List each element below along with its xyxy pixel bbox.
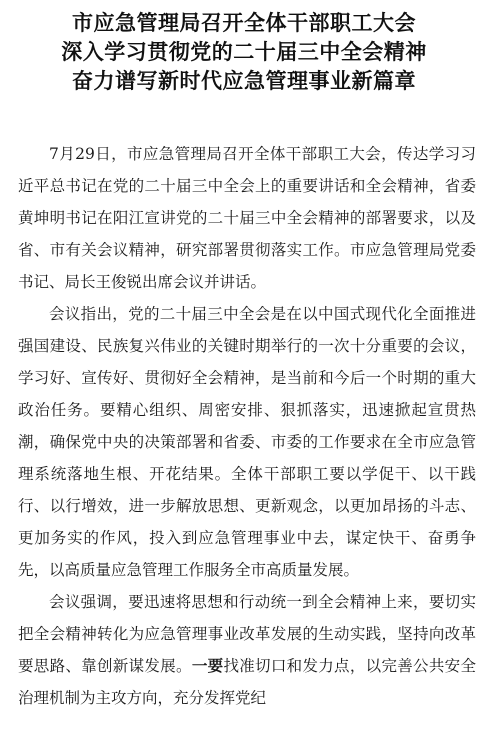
article-title [0, 8, 488, 95]
title-line-1: 市应急管理局召开全体干部职工大会 [72, 10, 416, 35]
paragraph-3-emphasis: 一要 [191, 656, 224, 675]
paragraph-2: 会议指出，党的二十届三中全会是在以中国式现代化全面推进强国建设、民族复兴伟业的关键时期举行的一次十分重要的会议，学习好、宣传好、贯彻好全会精神，是当前和今后一个时期的重大政治任务。要精心组织、周密安排、狠抓落实，迅速掀起宣贯热潮，确保党中央的决策部署和省委、市委的工作要求在全市应急管理系统落地生根、开花结果。全体干部职工要以学促干、以干践行、以行增效，进一步解放思想、更新观念，以更加昂扬的斗志、更加务实的作风，投入到应急管理事业中去，谋定快干、奋勇争先，以高质量应急管理工作服务全市高质量发展。 [18, 305, 476, 579]
title-line-3: 奋力谱写新时代应急管理事业新篇章 [72, 68, 416, 93]
paragraph-1: 7月29日，市应急管理局召开全体干部职工大会，传达学习习近平总书记在党的二十届三中全会上的重要讲话和全会精神，省委黄坤明书记在阳江宣讲党的二十届三中全会精神的部署要求，以及省、市有关会议精神，研究部署贯彻落实工作。市应急管理局党委书记、局长王俊锐出席会议并讲话。 [18, 145, 476, 291]
article-body [18, 138, 476, 714]
paragraph-3-text-a: 会议强调，要迅速将思想和行动统一到全会精神上来，要切实把全会精神转化为应急管理事业改革发展的生动实践，坚持向改革要思路、靠创新谋发展。 [18, 593, 476, 675]
title-line-2: 深入学习贯彻党的二十届三中全会精神 [61, 39, 427, 64]
paragraph-3 [18, 586, 476, 714]
paragraph-3-text-b: 找准切口和发力点，以完善公共安全治理机制为主攻方向，充分发挥党纪 [18, 657, 476, 707]
